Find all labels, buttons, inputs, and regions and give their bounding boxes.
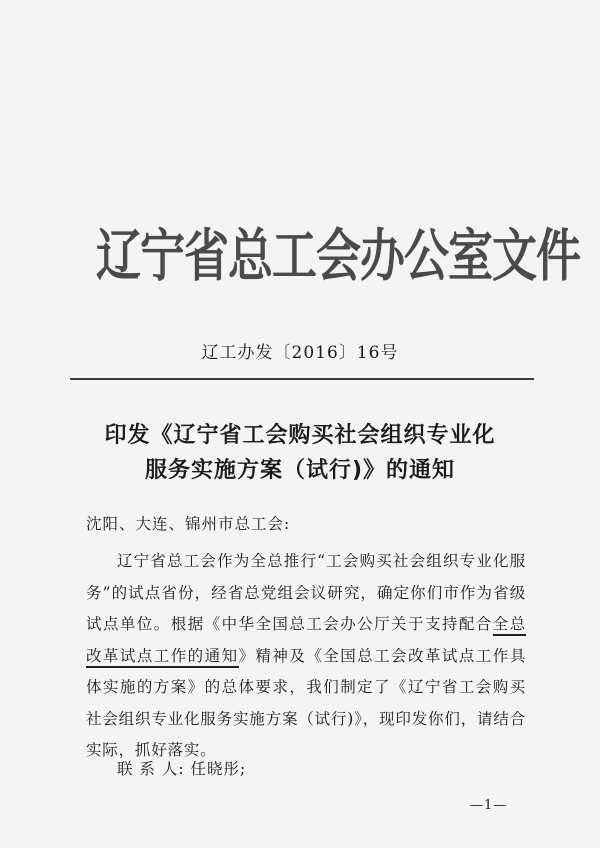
- contact-line: 联 系 人: 任晓彤;: [117, 760, 247, 778]
- body-text-part-2: 》精神及《全国总工会改革试点工作具体实施的方案》的总体要求，我们制定了《辽宁省工会购买社会组织专业化服务实施方案（试行)》，现印发你们，请结合实际，抓好落实。: [86, 646, 526, 759]
- document-number: 辽工办发〔2016〕16号: [201, 343, 399, 363]
- notice-title-line-2: 服务实施方案（试行)》的通知: [144, 458, 456, 483]
- issuing-office-title: 辽宁省总工会办公室文件: [96, 222, 581, 289]
- underlined-reference: 全总改革试点工作的通知: [86, 615, 526, 668]
- notice-title-line-1: 印发《辽宁省工会购买社会组织专业化: [104, 423, 496, 448]
- body-paragraph: [86, 546, 526, 767]
- page-number: —1—: [470, 798, 508, 813]
- salutation: 沈阳、大连、锦州市总工会:: [86, 515, 291, 533]
- body-text-part-1: 辽宁省总工会作为全总推行“工会购买社会组织专业化服务”的试点省份，经省总党组会议研究，确定你们市作为省级试点单位。根据《中华全国总工会办公厅关于支持配合: [86, 552, 526, 633]
- header-divider: [70, 378, 534, 380]
